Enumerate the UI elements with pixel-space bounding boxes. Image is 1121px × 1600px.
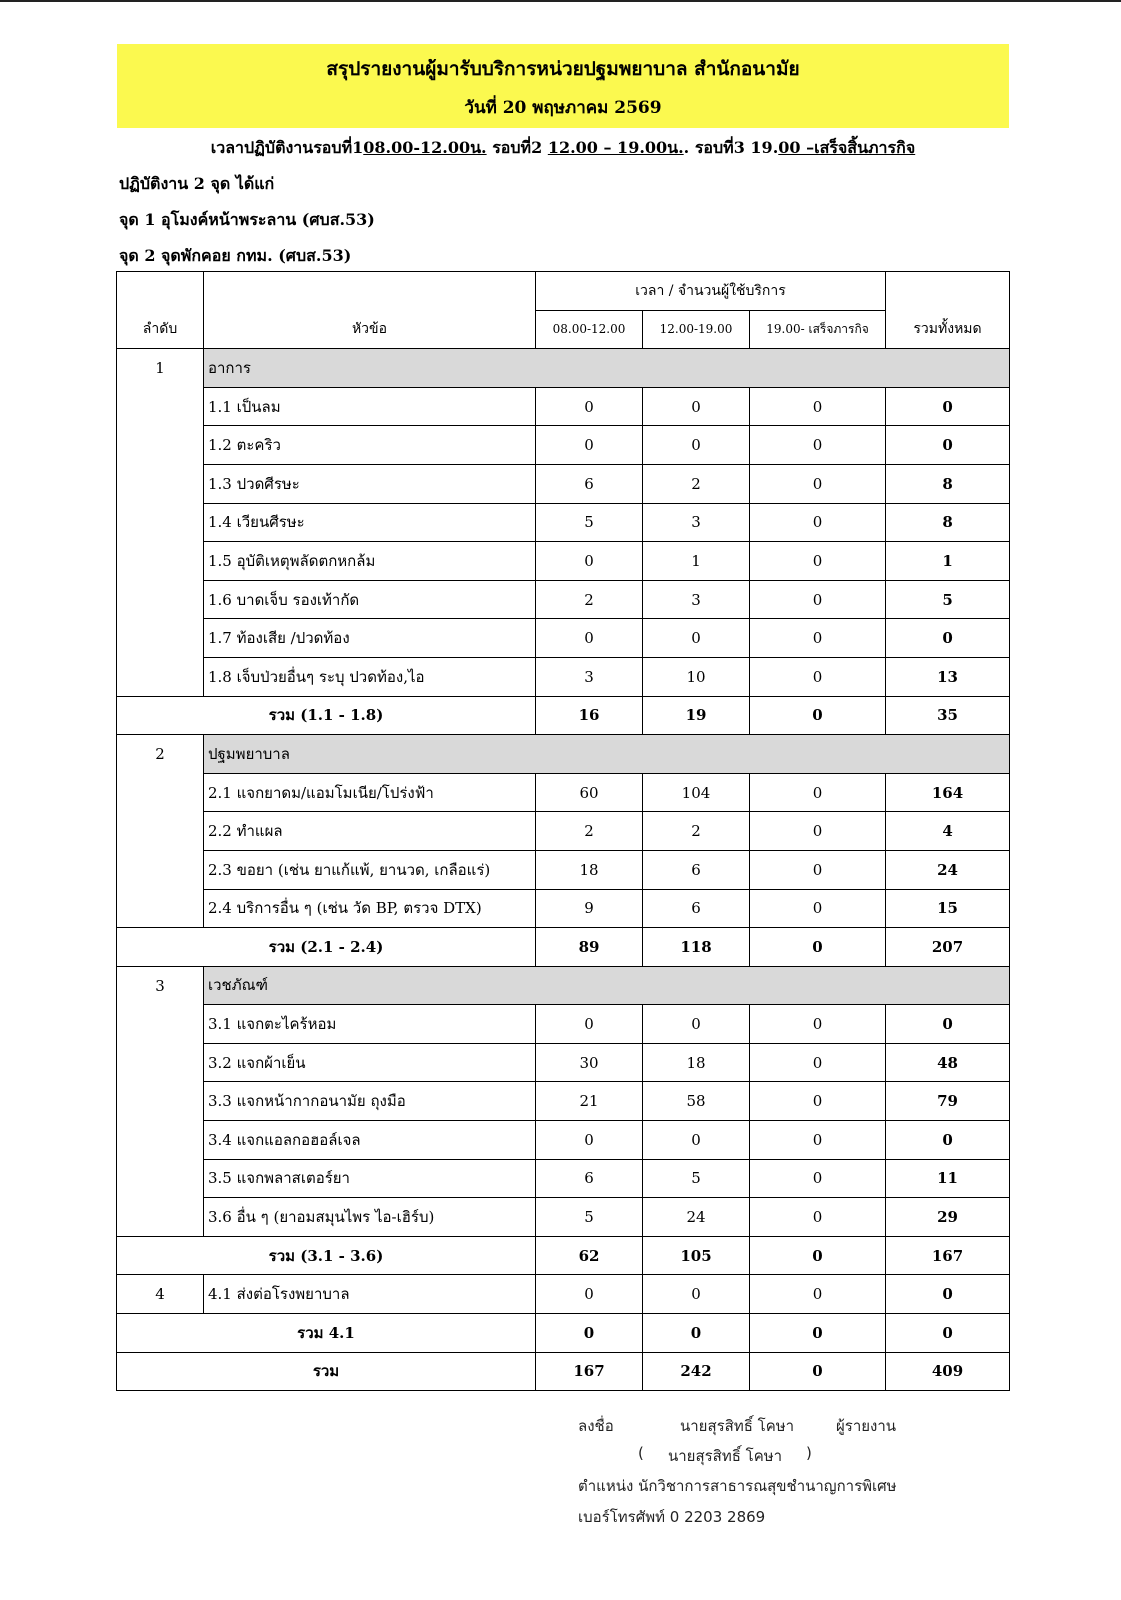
table-row [117,889,1010,928]
row-label: 2.3 ขอยา (เช่น ยาแก้แพ้, ยานวด, เกลือแร่) [204,850,536,889]
value-cell-v3: 0 [750,1352,886,1391]
value-cell-total: 0 [886,1121,1010,1160]
value-cell-v3: 0 [750,1198,886,1237]
subtotal-row [117,1236,1010,1275]
value-cell-v1: 0 [536,542,643,581]
row-label: 3.4 แจกแอลกอฮอล์เจล [204,1121,536,1160]
row-label: 3.1 แจกตะไคร้หอม [204,1005,536,1044]
table-row [117,812,1010,851]
value-cell-v1: 6 [536,464,643,503]
shift-times-line [117,136,1009,161]
value-cell-v2: 18 [643,1043,750,1082]
row-label: 1.6 บาดเจ็บ รองเท้ากัด [204,580,536,619]
table-row [117,619,1010,658]
row-label: 2.2 ทำแผล [204,812,536,851]
row-label: 1.2 ตะคริว [204,426,536,465]
subtotal-label: รวม (3.1 - 3.6) [117,1236,536,1275]
top-border-line [0,0,1121,2]
value-cell-v1: 3 [536,657,643,696]
value-cell-total: 13 [886,657,1010,696]
value-cell-v2: 3 [643,580,750,619]
table-row [117,1082,1010,1121]
value-cell-v1: 167 [536,1352,643,1391]
section-title: ปฐมพยาบาล [204,735,1010,774]
section-title: อาการ [204,349,1010,388]
table-row [117,1159,1010,1198]
value-cell-v3: 0 [750,1236,886,1275]
section-seq: 4 [117,1275,204,1314]
table-row [117,657,1010,696]
shift-3-label: . รอบที่3 19. [683,138,779,157]
value-cell-v3: 0 [750,696,886,735]
table-row [117,542,1010,581]
table-row [117,580,1010,619]
header-seq: ลำดับ [117,272,204,349]
value-cell-total: 11 [886,1159,1010,1198]
value-cell-v1: 0 [536,1275,643,1314]
value-cell-v2: 2 [643,812,750,851]
row-label: 2.1 แจกยาดม/แอมโมเนีย/โปร่งฟ้า [204,773,536,812]
value-cell-total: 0 [886,619,1010,658]
value-cell-v3: 0 [750,1159,886,1198]
header-topic: หัวข้อ [204,272,536,349]
value-cell-v1: 30 [536,1043,643,1082]
value-cell-v1: 0 [536,619,643,658]
value-cell-v3: 0 [750,1043,886,1082]
row-label: 4.1 ส่งต่อโรงพยาบาล [204,1275,536,1314]
value-cell-v1: 5 [536,503,643,542]
report-date: วันที่ 20 พฤษภาคม 2569 [464,98,662,118]
section-header-row [117,966,1010,1005]
value-cell-v2: 0 [643,1314,750,1353]
section-seq: 1 [117,349,204,696]
table-row [117,1198,1010,1237]
intro-line-2: จุด 1 อุโมงค์หน้าพระลาน (ศบส.53) [119,210,375,229]
value-cell-v3: 0 [750,773,886,812]
value-cell-v1: 2 [536,812,643,851]
header-time-1: 08.00-12.00 [536,310,643,349]
table-row [117,773,1010,812]
value-cell-total: 29 [886,1198,1010,1237]
value-cell-v3: 0 [750,1121,886,1160]
value-cell-v3: 0 [750,387,886,426]
value-cell-v1: 60 [536,773,643,812]
signer-role: ผู้รายงาน [836,1417,897,1435]
value-cell-v1: 0 [536,1121,643,1160]
signer-phone: เบอร์โทรศัพท์ 0 2203 2869 [578,1508,766,1526]
header-time-2: 12.00-19.00 [643,310,750,349]
section-header-row [117,735,1010,774]
intro-line-1: ปฏิบัติงาน 2 จุด ได้แก่ [119,174,275,193]
subtotal-label: รวม (2.1 - 2.4) [117,928,536,967]
grand-total-label: รวม [117,1352,536,1391]
signer-name-paren: นายสุรสิทธิ์ โคษา [668,1447,783,1465]
value-cell-v2: 1 [643,542,750,581]
intro-line-3: จุด 2 จุดพักคอย กทม. (ศบส.53) [119,246,352,265]
value-cell-v3: 0 [750,657,886,696]
report-table [116,271,1010,1391]
header-time-group: เวลา / จำนวนผู้ใช้บริการ [536,272,886,311]
value-cell-v1: 2 [536,580,643,619]
row-label: 1.7 ท้องเสีย /ปวดท้อง [204,619,536,658]
value-cell-v3: 0 [750,503,886,542]
value-cell-v2: 19 [643,696,750,735]
value-cell-total: 15 [886,889,1010,928]
table-row [117,1043,1010,1082]
value-cell-total: 167 [886,1236,1010,1275]
subtotal-row [117,1314,1010,1353]
row-label: 1.4 เวียนศีรษะ [204,503,536,542]
value-cell-total: 409 [886,1352,1010,1391]
value-cell-v1: 0 [536,1314,643,1353]
shift-2-time: 12.00 – 19.00น. [547,138,684,157]
table-row [117,1275,1010,1314]
signer-name: นายสุรสิทธิ์ โคษา [680,1417,795,1435]
header-total: รวมทั้งหมด [886,272,1010,349]
paren-open: ( [638,1444,644,1462]
row-label: 1.5 อุบัติเหตุพลัดตกหกล้ม [204,542,536,581]
table-row [117,850,1010,889]
value-cell-total: 35 [886,696,1010,735]
table-row [117,1005,1010,1044]
row-label: 3.6 อื่น ๆ (ยาอมสมุนไพร ไอ-เฮิร์บ) [204,1198,536,1237]
value-cell-v2: 0 [643,1275,750,1314]
shift-2-label: รอบที่2 [492,138,543,157]
value-cell-v3: 0 [750,464,886,503]
value-cell-v3: 0 [750,928,886,967]
section-title: เวชภัณฑ์ [204,966,1010,1005]
table-row [117,1121,1010,1160]
value-cell-total: 79 [886,1082,1010,1121]
row-label: 1.1 เป็นลม [204,387,536,426]
value-cell-v3: 0 [750,889,886,928]
value-cell-total: 48 [886,1043,1010,1082]
value-cell-total: 164 [886,773,1010,812]
value-cell-total: 0 [886,1314,1010,1353]
value-cell-total: 8 [886,464,1010,503]
table-row [117,387,1010,426]
subtotal-label: รวม (1.1 - 1.8) [117,696,536,735]
value-cell-v1: 0 [536,1005,643,1044]
value-cell-v1: 9 [536,889,643,928]
value-cell-total: 1 [886,542,1010,581]
section-seq: 3 [117,966,204,1236]
value-cell-total: 8 [886,503,1010,542]
value-cell-total: 207 [886,928,1010,967]
value-cell-v3: 0 [750,850,886,889]
value-cell-v1: 16 [536,696,643,735]
section-seq: 2 [117,735,204,928]
value-cell-v2: 6 [643,889,750,928]
row-label: 3.5 แจกพลาสเตอร์ยา [204,1159,536,1198]
value-cell-v2: 105 [643,1236,750,1275]
table-row [117,503,1010,542]
shift-3-time: 00 –เสร็จสิ้นภารกิจ [778,138,916,157]
value-cell-v2: 0 [643,387,750,426]
value-cell-total: 0 [886,426,1010,465]
value-cell-v1: 0 [536,387,643,426]
value-cell-v2: 104 [643,773,750,812]
value-cell-v3: 0 [750,1275,886,1314]
value-cell-total: 0 [886,387,1010,426]
value-cell-total: 24 [886,850,1010,889]
report-body [117,349,1010,1391]
value-cell-v2: 6 [643,850,750,889]
value-cell-v3: 0 [750,1314,886,1353]
value-cell-v1: 6 [536,1159,643,1198]
value-cell-v3: 0 [750,580,886,619]
value-cell-v2: 242 [643,1352,750,1391]
value-cell-total: 5 [886,580,1010,619]
shift-1-time: 08.00-12.00น. [363,138,487,157]
value-cell-total: 0 [886,1275,1010,1314]
row-label: 1.3 ปวดศีรษะ [204,464,536,503]
value-cell-v2: 3 [643,503,750,542]
section-header-row [117,349,1010,388]
value-cell-v2: 10 [643,657,750,696]
value-cell-v2: 5 [643,1159,750,1198]
value-cell-v3: 0 [750,1082,886,1121]
grand-total-row [117,1352,1010,1391]
row-label: 2.4 บริการอื่น ๆ (เช่น วัด BP, ตรวจ DTX) [204,889,536,928]
row-label: 1.8 เจ็บป่วยอื่นๆ ระบุ ปวดท้อง,ไอ [204,657,536,696]
value-cell-v1: 5 [536,1198,643,1237]
table-row [117,464,1010,503]
value-cell-v3: 0 [750,619,886,658]
value-cell-v1: 62 [536,1236,643,1275]
table-row [117,426,1010,465]
signer-position: ตำแหน่ง นักวิชาการสาธารณสุขชำนาญการพิเศษ [578,1477,897,1495]
value-cell-v2: 0 [643,619,750,658]
shift-prefix: เวลาปฏิบัติงานรอบที่1 [210,138,364,157]
value-cell-v2: 0 [643,426,750,465]
subtotal-row [117,928,1010,967]
header-time-3: 19.00- เสร็จภารกิจ [750,310,886,349]
value-cell-total: 4 [886,812,1010,851]
sign-label: ลงชื่อ [578,1417,614,1435]
value-cell-v2: 58 [643,1082,750,1121]
report-banner [117,44,1009,128]
value-cell-v2: 0 [643,1005,750,1044]
subtotal-row [117,696,1010,735]
value-cell-v2: 118 [643,928,750,967]
row-label: 3.3 แจกหน้ากากอนามัย ถุงมือ [204,1082,536,1121]
value-cell-v3: 0 [750,1005,886,1044]
row-label: 3.2 แจกผ้าเย็น [204,1043,536,1082]
value-cell-v1: 18 [536,850,643,889]
value-cell-v3: 0 [750,426,886,465]
paren-close: ) [806,1444,812,1462]
value-cell-total: 0 [886,1005,1010,1044]
value-cell-v1: 0 [536,426,643,465]
value-cell-v3: 0 [750,812,886,851]
value-cell-v2: 2 [643,464,750,503]
subtotal-label: รวม 4.1 [117,1314,536,1353]
value-cell-v2: 24 [643,1198,750,1237]
value-cell-v2: 0 [643,1121,750,1160]
value-cell-v1: 89 [536,928,643,967]
value-cell-v1: 21 [536,1082,643,1121]
value-cell-v3: 0 [750,542,886,581]
report-title: สรุปรายงานผู้มารับบริการหน่วยปฐมพยาบาล สำนักอนามัย [326,58,800,80]
